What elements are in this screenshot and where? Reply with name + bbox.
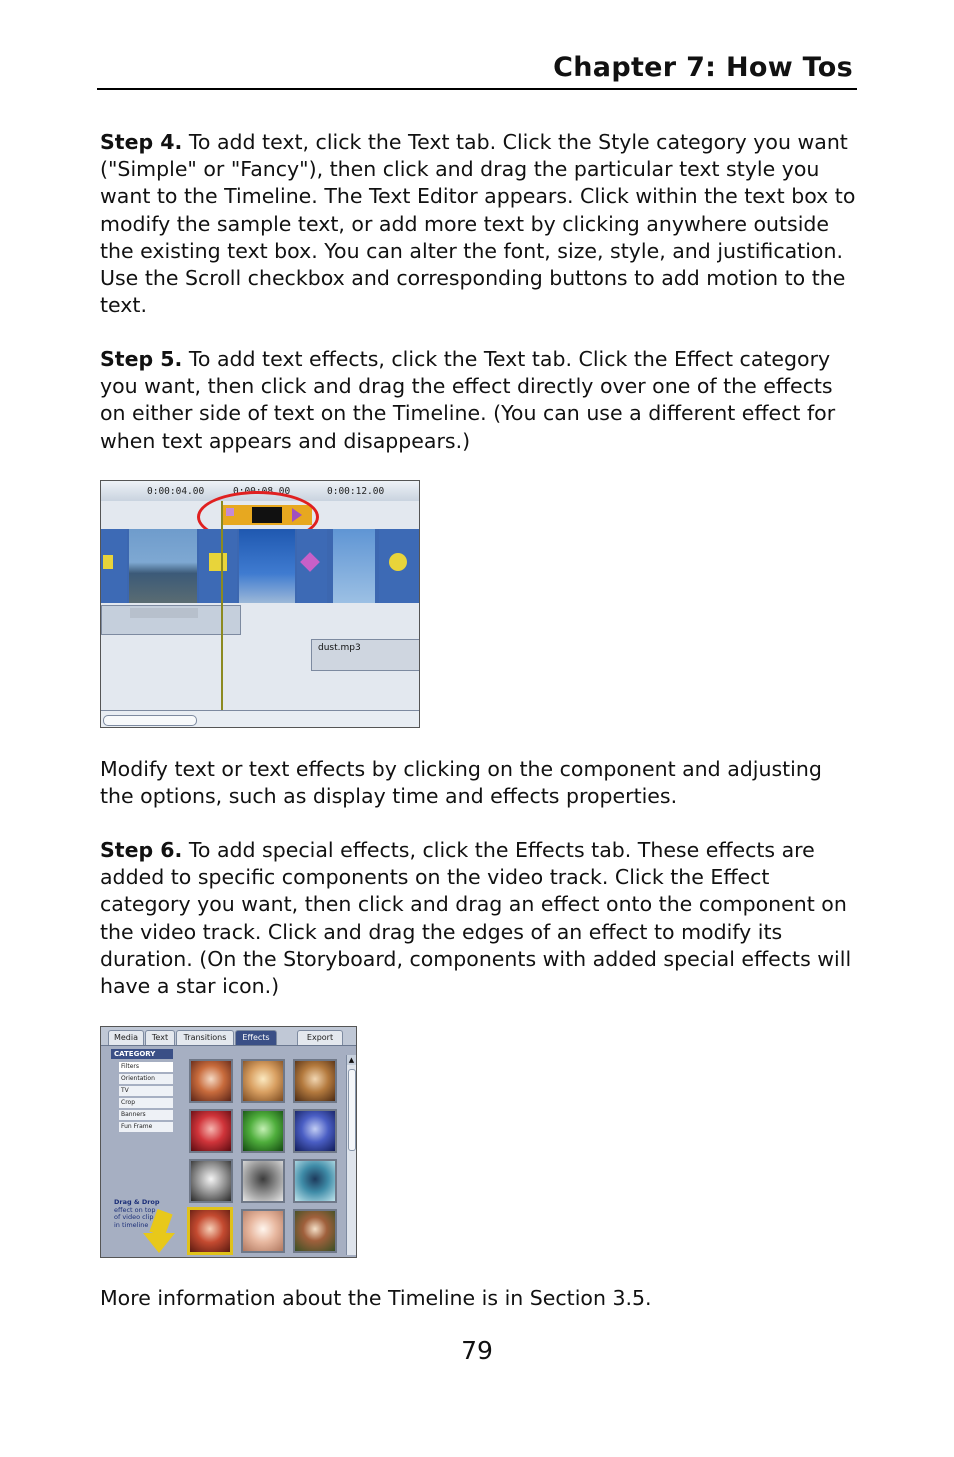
voice-clip[interactable]: [101, 605, 241, 635]
effect-thumbnail[interactable]: [293, 1059, 337, 1103]
panel-tabs: [101, 1027, 357, 1046]
horizontal-scrollbar[interactable]: [101, 710, 420, 728]
arrow-down-icon: [143, 1233, 175, 1253]
effect-thumbnail-selected[interactable]: [187, 1207, 233, 1255]
effect-thumbnail[interactable]: [293, 1209, 337, 1253]
effect-thumbnail[interactable]: [241, 1159, 285, 1203]
scroll-thumb[interactable]: [348, 1069, 356, 1151]
empty-track: [101, 673, 420, 710]
tab-effects[interactable]: Effects: [235, 1030, 277, 1045]
playhead-line[interactable]: [221, 501, 223, 710]
effect-thumbnail[interactable]: [189, 1159, 233, 1203]
category-item-banners[interactable]: Banners: [119, 1110, 173, 1120]
effect-thumbnail[interactable]: [189, 1059, 233, 1103]
step-6-paragraph: [100, 837, 860, 1000]
chevron-up-icon[interactable]: ▲: [348, 1056, 355, 1064]
effect-thumbnail[interactable]: [241, 1209, 285, 1253]
music-clip[interactable]: [311, 639, 420, 671]
scroll-thumb[interactable]: [103, 715, 197, 726]
time-mark: 0:00:12.00: [327, 486, 385, 497]
category-item-filters[interactable]: Filters: [119, 1062, 173, 1072]
tab-transitions[interactable]: Transitions: [176, 1030, 234, 1045]
music-clip-label: dust.mp3: [318, 643, 361, 653]
title-track: [101, 501, 420, 530]
more-info-paragraph: More information about the Timeline is in Section 3.5.: [100, 1286, 652, 1310]
voice-track: [101, 603, 420, 638]
category-list: [111, 1049, 175, 1161]
music-track: [101, 637, 420, 674]
category-header: CATEGORY: [111, 1049, 173, 1059]
timeline-figure: [100, 480, 420, 728]
drag-drop-hint: Drag & Drop effect on top of video clip in timeline: [114, 1198, 160, 1229]
video-clip-3[interactable]: [333, 529, 375, 603]
time-mark: 0:00:04.00: [147, 486, 205, 497]
category-item-fun-frame[interactable]: Fun Frame: [119, 1122, 173, 1132]
step-6-label: Step 6.: [100, 838, 183, 862]
category-item-orientation[interactable]: Orientation: [119, 1074, 173, 1084]
tab-media[interactable]: Media: [108, 1030, 144, 1045]
tab-export[interactable]: Export: [297, 1030, 343, 1045]
modify-text-paragraph: Modify text or text effects by clicking on the component and adjusting the options, such as display time and effects properties.: [100, 757, 822, 809]
category-item-crop[interactable]: Crop: [119, 1098, 173, 1108]
step-5-paragraph: [100, 346, 860, 455]
page-number: 79: [461, 1336, 493, 1365]
vertical-scrollbar[interactable]: [346, 1055, 356, 1255]
effect-thumbnail[interactable]: [189, 1109, 233, 1153]
step-4-text: To add text, click the Text tab. Click the Style category you want ("Simple" or "Fancy"), then click and drag the particular text style you want to the Timeline. The Text Editor appears. Click within the text box to modify the sample text, or add more text by clicking anywhere outside the existing text box. You can alter the font, size, style, and justification. Use the Scroll checkbox and corresponding buttons to add motion to the text.: [100, 130, 856, 318]
effects-figure: [100, 1026, 357, 1258]
step-4-label: Step 4.: [100, 130, 183, 154]
effect-thumbnail[interactable]: [293, 1109, 337, 1153]
effect-thumbnail[interactable]: [293, 1159, 337, 1203]
video-track: [101, 529, 420, 604]
step-5-text: To add text effects, click the Text tab. Click the Effect category you want, then click and drag the effect directly over one of the effects on either side of text on the Timeline. (You can use a different effect for when text appears and disappears.): [100, 347, 836, 453]
time-mark: 0:00:08.00: [233, 486, 291, 497]
effect-thumbnail[interactable]: [241, 1059, 285, 1103]
video-clip-1[interactable]: [129, 529, 197, 603]
chapter-title: Chapter 7: How Tos: [553, 52, 853, 83]
effect-thumbnail[interactable]: [241, 1109, 285, 1153]
video-clip-2[interactable]: [239, 529, 295, 603]
tab-text[interactable]: Text: [145, 1030, 175, 1045]
step-5-label: Step 5.: [100, 347, 183, 371]
step-6-text: To add special effects, click the Effects tab. These effects are added to specific components on the video track. Click the Effect category you want, then click and drag an effect onto the component on the video track. Click and drag the edges of an effect to modify its duration. (On the Storyboard, components with added special effects will have a star icon.): [100, 838, 852, 999]
step-4-paragraph: [100, 129, 860, 319]
page-header: [97, 50, 857, 90]
category-item-tv[interactable]: TV: [119, 1086, 173, 1096]
